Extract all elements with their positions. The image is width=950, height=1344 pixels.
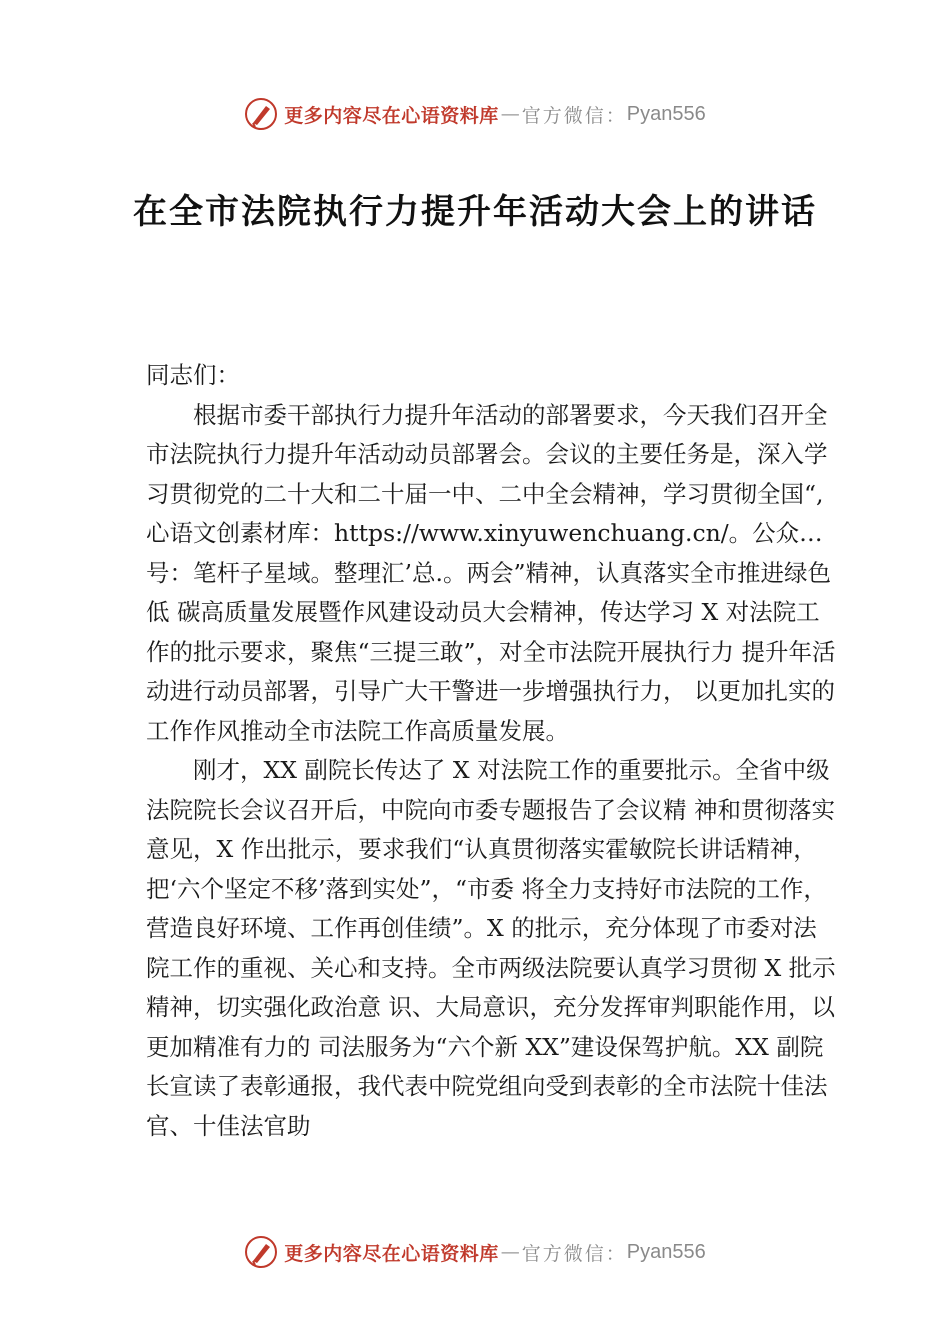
wechat-id: Pyan556: [626, 1240, 706, 1263]
banner-separator: —: [500, 1241, 520, 1263]
document-body: [146, 356, 836, 1146]
brand-text: 更多内容尽在心语资料库: [284, 1242, 499, 1265]
wechat-id: Pyan556: [626, 102, 706, 125]
wechat-label: 官方微信：: [521, 104, 627, 127]
quill-pen-logo-icon: [244, 97, 278, 131]
brand-text: 更多内容尽在心语资料库: [284, 104, 499, 127]
greeting: 同志们：: [146, 361, 240, 389]
document-title: 在全市法院执行力提升年活动大会上的讲话: [133, 192, 817, 232]
banner-separator: —: [500, 103, 520, 125]
quill-pen-logo-icon: [244, 1235, 278, 1269]
header-watermark-banner: [0, 94, 950, 134]
paragraph-1: 根据市委干部执行力提升年活动的部署要求，今天我们召开全市法院执行力提升年活动动员部署会。会议的主要任务是，深入学习贯彻党的二十大和二十届一中、二中全会精神，学习贯彻全国“, 心语文创素材库：https://www.xinyuwenchuang.cn/。公众…号：笔杆子星域。整理汇’总.。两会”精神，认真落实全市推进绿色低 碳高质量发展暨作风建设动员大会精神，传达学习 X 对法院工作的批示要求，聚焦“三提三敢”，对全市法院开展执行力 提升年活动进行动员部署，引导广大干警进一步增强执行力， 以更加扎实的工作作风推动全市法院工作高质量发展。: [146, 400, 836, 745]
wechat-label: 官方微信：: [521, 1242, 627, 1265]
footer-watermark-banner: [0, 1232, 950, 1272]
paragraph-2: 刚才，XX 副院长传达了 X 对法院工作的重要批示。全省中级法院院长会议召开后，中院向市委专题报告了会议精 神和贯彻落实意见，X 作出批示，要求我们“认真贯彻落实霍敏院长讲话精神，把‘六个坚定不移’落到实处”，“市委 将全力支持好市法院的工作，营造良好环境、工作再创佳绩”。X 的批示，充分体现了市委对法院工作的重视、关心和支持。全市两级法院要认真学习贯彻 X 批示精神，切实强化政治意 识、大局意识，充分发挥审判职能作用，以更加精准有力的 司法服务为“六个新 XX”建设保驾护航。XX 副院长宣读了表彰通报，我代表中院党组向受到表彰的全市法院十佳法官、十佳法官助: [146, 756, 836, 1140]
